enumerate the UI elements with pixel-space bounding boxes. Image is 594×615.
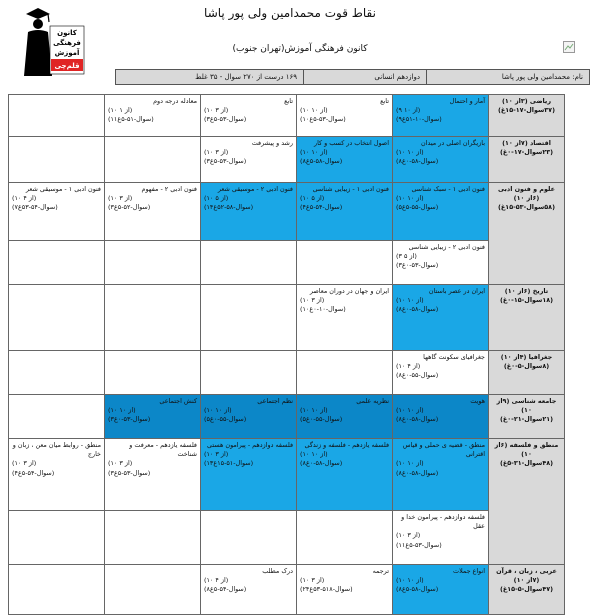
- topic-count: (۱۰ از ۴): [204, 576, 229, 585]
- subject-cell: [489, 565, 565, 615]
- subject-cell: [489, 395, 565, 439]
- topic-name: آمار و احتمال: [449, 97, 485, 105]
- topic-cell: [105, 439, 201, 511]
- topic-name: کنش اجتماعی: [159, 397, 197, 405]
- table-row: [9, 183, 565, 241]
- student-score: ۱۶۹ درست از ۲۷۰ سوال - ۳۵ غلط: [195, 73, 297, 81]
- topic-cell: [297, 351, 393, 395]
- topic-q: (۸سوال-۵۸-۰غ): [396, 415, 439, 424]
- topic-cell: [9, 285, 105, 351]
- table-row: [9, 439, 565, 511]
- topic-count: (۱۰ از ۱۰): [300, 450, 328, 459]
- topic-cell: [9, 511, 105, 565]
- topic-cell: [297, 241, 393, 285]
- topic-count: (۱۰ از ۱۰): [204, 406, 232, 415]
- topic-count: (۱۰ از ۳): [204, 148, 229, 157]
- topic-cell: [393, 183, 489, 241]
- topic-cell: [201, 285, 297, 351]
- topic-cell: [105, 241, 201, 285]
- subject-line: علوم و فنون ادبی: [498, 185, 555, 193]
- topic-count: (۱۰ از ۳): [108, 459, 133, 468]
- topic-q: (۳سوال-۵۳-۵غ): [204, 157, 247, 166]
- table-row: [9, 395, 565, 439]
- student-info-bar: [115, 69, 590, 85]
- topic-cell: [297, 511, 393, 565]
- topic-cell: [201, 395, 297, 439]
- topic-cell: [393, 351, 489, 395]
- topic-count: (۱۰ از ۳): [300, 576, 325, 585]
- topic-cell: [201, 439, 297, 511]
- topic-name: جغرافیای سکونت گاهها: [423, 353, 485, 361]
- topic-q: (۸سوال-۵۸-۵غ): [300, 157, 343, 166]
- subject-line: ریاضی (۳از ۱۰): [501, 97, 551, 105]
- topic-cell: [297, 395, 393, 439]
- topic-name: فلسفه یازدهم - معرفت و شناخت: [129, 441, 197, 459]
- logo-line-1: کانون: [57, 29, 77, 37]
- topic-cell: [297, 439, 393, 511]
- topic-q: (۱۱سوال-۵۳-۵غ): [396, 540, 442, 549]
- topic-count: (۱۰ از ۳): [300, 296, 325, 305]
- subject-line: (۶از ۱۰): [513, 194, 540, 203]
- topic-count: (۳ از ۵): [396, 252, 417, 261]
- topic-name: منطق - روابط میان معن ، زبان و خارج: [12, 441, 101, 459]
- topic-name: انواع جملات: [453, 567, 485, 575]
- topic-cell: [297, 183, 393, 241]
- topic-cell: [201, 95, 297, 137]
- topic-q: (۴سوال-۵۴-۵غ): [300, 203, 343, 212]
- table-row: [9, 137, 565, 183]
- subject-cell: [489, 351, 565, 395]
- topic-q: (۳سوال-۵۳-۰غ): [396, 261, 439, 270]
- topic-count: (۱۰ از ۱): [108, 106, 133, 115]
- topic-name: ایران و جهان در دوران معاصر: [309, 287, 389, 295]
- topic-cell: [393, 439, 489, 511]
- topic-q: (۱۰سوال-۵۳-۵غ): [300, 115, 346, 124]
- topic-cell: [105, 351, 201, 395]
- subject-line: عربی ، زبان ، قرآن: [496, 567, 557, 575]
- table-row: [9, 285, 565, 351]
- subject-line: (۲۱سوال-۲۱-۰غ): [499, 415, 554, 424]
- topic-cell: [393, 285, 489, 351]
- topic-name: ایران در عصر باستان: [428, 287, 485, 295]
- subject-line: اقتصاد (۷از ۱۰): [502, 139, 551, 147]
- topic-count: (۱۰ از ۱۰): [300, 106, 328, 115]
- topic-q: (۱۴سوال-۵۸-۵۲غ): [204, 203, 254, 212]
- topic-cell: [201, 137, 297, 183]
- topic-count: (۱۰ از ۵): [204, 194, 229, 203]
- topic-q: (۲۴سوال-۵۱۸-۵۳غ): [300, 585, 353, 594]
- topic-q: (۱۰سوال-۱۰-۰غ): [300, 305, 346, 314]
- topic-cell: [105, 183, 201, 241]
- topic-cell: [393, 241, 489, 285]
- topic-cell: [393, 565, 489, 615]
- topic-cell: [9, 241, 105, 285]
- topic-count: (۱۰ از ۱۰): [396, 406, 424, 415]
- topic-name: منطق - قضیه ی حملی و قیاس اقترانی: [402, 441, 485, 459]
- subject-line: (۷از ۱۰): [513, 576, 540, 585]
- topic-cell: [105, 511, 201, 565]
- topic-name: تابع: [284, 97, 293, 105]
- topic-q: (۵سوال-۵۵-۵غ): [396, 203, 439, 212]
- topic-count: (۱۰ از ۴): [396, 362, 421, 371]
- topic-q: (۷سوال-۵۴-۵۳غ): [12, 203, 58, 212]
- subject-line: جامعه شناسی (۹از ۱۰): [496, 397, 557, 415]
- topic-count: (۱۰ از ۱۰): [108, 406, 136, 415]
- topic-count: (۱۰ از ۴): [12, 194, 37, 203]
- topic-name: نظریه علمی: [356, 397, 389, 405]
- topic-cell: [393, 395, 489, 439]
- topic-name: نظم اجتماعی: [257, 397, 293, 405]
- subject-line: (۸سوال-۵-۰غ): [503, 362, 550, 371]
- topic-cell: [393, 511, 489, 565]
- topic-name: فنون ادبی ۱ - موسیقی شعر: [25, 185, 101, 193]
- topic-name: فلسفه یازدهم - فلسفه و زندگی: [304, 441, 389, 449]
- topic-count: (۱۰ از ۳): [12, 459, 37, 468]
- subject-cell: [489, 95, 565, 137]
- subject-line: (۲۳سوال-۱۷-۰غ): [499, 148, 554, 157]
- topic-cell: [201, 565, 297, 615]
- strengths-table: [8, 94, 565, 615]
- subject-cell: [489, 285, 565, 351]
- topic-count: (۱۰ از ۵): [300, 194, 325, 203]
- topic-cell: [393, 95, 489, 137]
- student-name: نام: محمدامین ولی پور پاشا: [426, 70, 589, 84]
- topic-cell: [105, 565, 201, 615]
- topic-cell: [201, 511, 297, 565]
- table-row: [9, 351, 565, 395]
- topic-q: (۴سوال-۵۴-۵غ): [12, 468, 55, 477]
- subject-cell: [489, 137, 565, 183]
- topic-q: (۵سوال-۵۵-۰غ): [300, 415, 343, 424]
- subject-line: تاریخ (۶از ۱۰): [504, 287, 549, 295]
- subject-line: (۵۸سوال-۵۳-۱۵غ): [498, 203, 555, 212]
- topic-name: ترجمه: [372, 567, 389, 575]
- topic-q: (۳سوال-۵۳-۵غ): [204, 115, 247, 124]
- topic-name: معادله درجه دوم: [153, 97, 197, 105]
- topic-cell: [201, 183, 297, 241]
- topic-count: (۱۰ از ۳): [108, 194, 133, 203]
- topic-q: (۹سوال-۱۰-۵۱غ): [396, 115, 442, 124]
- topic-q: (۱۱سوال-۵۱-۵غ): [108, 115, 154, 124]
- topic-name: فنون ادبی ۲ - مفهوم: [141, 185, 197, 193]
- topic-q: (۸سوال-۵۸-۰غ): [396, 468, 439, 477]
- topic-count: (۱۰ از ۳): [204, 450, 229, 459]
- topic-count: (۱۰ از ۱۰): [300, 406, 328, 415]
- subject-cell: [489, 439, 565, 565]
- topic-cell: [9, 137, 105, 183]
- subject-line: منطق و فلسفه (۶از ۱۰): [494, 441, 559, 459]
- subject-line: جغرافیا (۴از ۱۰): [500, 353, 553, 361]
- topic-name: رشد و پیشرفت: [251, 139, 293, 147]
- topic-count: (۱۰ از ۱۰): [396, 296, 424, 305]
- topic-name: درک مطلب: [262, 567, 293, 575]
- topic-cell: [393, 137, 489, 183]
- topic-q: (۳سوال-۵۳-۰غ): [108, 415, 151, 424]
- student-grade: دوازدهم انسانی: [303, 70, 426, 84]
- topic-count: (۱۰ از ۱۰): [300, 148, 328, 157]
- table-row: [9, 241, 565, 285]
- topic-q: (۸سوال-۵۸-۵غ): [396, 585, 439, 594]
- topic-cell: [9, 395, 105, 439]
- topic-q: (۸سوال-۵۸-۰غ): [396, 157, 439, 166]
- topic-q: (۱۳سوال-۵۱-۱۵غ): [204, 459, 254, 468]
- topic-count: (۱۰ از ۱۰): [396, 148, 424, 157]
- topic-name: فنون ادبی ۱ - سبک شناسی: [411, 185, 485, 193]
- subject-line: (۴۷سوال-۵-۱۵غ): [499, 585, 554, 594]
- topic-cell: [9, 439, 105, 511]
- subject-line: (۳۷سوال-۱۷-۱۵غ): [498, 106, 555, 115]
- topic-q: (۸سوال-۵۵-۰غ): [396, 371, 439, 380]
- topic-name: تابع: [380, 97, 389, 105]
- topic-name: فنون ادبی ۱ - زیبایی شناسی: [312, 185, 389, 193]
- topic-name: فلسفه دوازدهم - پیرامون هستی: [207, 441, 293, 449]
- topic-name: اصول انتخاب در کسب و کار: [314, 139, 389, 147]
- topic-cell: [297, 95, 393, 137]
- logo-line-4: قلم‌چی: [54, 62, 80, 70]
- topic-q: (۸سوال-۵۸-۰غ): [300, 459, 343, 468]
- topic-cell: [297, 285, 393, 351]
- topic-name: هویت: [470, 397, 485, 405]
- topic-cell: [9, 565, 105, 615]
- topic-cell: [105, 395, 201, 439]
- topic-cell: [105, 95, 201, 137]
- topic-count: (۱۰ از ۳): [204, 106, 229, 115]
- topic-name: بازیگران اصلی در میدان: [421, 139, 485, 147]
- topic-count: (۱۰ از ۱۰): [396, 459, 424, 468]
- table-row: [9, 565, 565, 615]
- page-title: نقاط قوت محمدامین ولی پور پاشا: [204, 6, 376, 20]
- kanoon-logo: [6, 4, 86, 84]
- page-subtitle: کانون فرهنگی آموزش(تهران جنوب): [232, 44, 368, 54]
- topic-q: (۳سوال-۵۲-۵غ): [108, 203, 151, 212]
- topic-cell: [297, 137, 393, 183]
- table-row: [9, 95, 565, 137]
- topic-count: (۱۰ از ۱۰): [396, 194, 424, 203]
- topic-cell: [105, 137, 201, 183]
- logo-line-2: فرهنگی: [53, 39, 81, 47]
- topic-q: (۸سوال-۵۸-۰غ): [396, 305, 439, 314]
- topic-cell: [9, 95, 105, 137]
- topic-q: (۳سوال-۵۳-۵غ): [108, 468, 151, 477]
- topic-cell: [9, 351, 105, 395]
- topic-cell: [297, 565, 393, 615]
- topic-q: (۵سوال-۵۵-۰غ): [204, 415, 247, 424]
- topic-cell: [105, 285, 201, 351]
- topic-name: فنون ادبی ۲ - موسیقی شعر: [217, 185, 293, 193]
- broken-image-icon: [563, 41, 575, 53]
- subject-line: (۱۸سوال-۱۵-۰غ): [499, 296, 554, 305]
- topic-count: (۱۰ از ۳): [396, 531, 421, 540]
- topic-cell: [201, 241, 297, 285]
- topic-cell: [201, 351, 297, 395]
- topic-count: (۹ از ۱۰): [396, 106, 421, 115]
- topic-count: (۱۰ از ۱۰): [396, 576, 424, 585]
- topic-q: (۸سوال-۵۴-۵غ): [204, 585, 247, 594]
- table-row: [9, 511, 565, 565]
- subject-line: (۴۸سوال-۳۱-۵غ): [499, 459, 554, 468]
- topic-cell: [9, 183, 105, 241]
- topic-name: فنون ادبی ۲ - زیبایی شناسی: [408, 243, 485, 251]
- subject-cell: [489, 183, 565, 285]
- logo-line-3: آموزش: [54, 49, 80, 57]
- topic-name: فلسفه دوازدهم - پیرامون خدا و عقل: [401, 513, 485, 531]
